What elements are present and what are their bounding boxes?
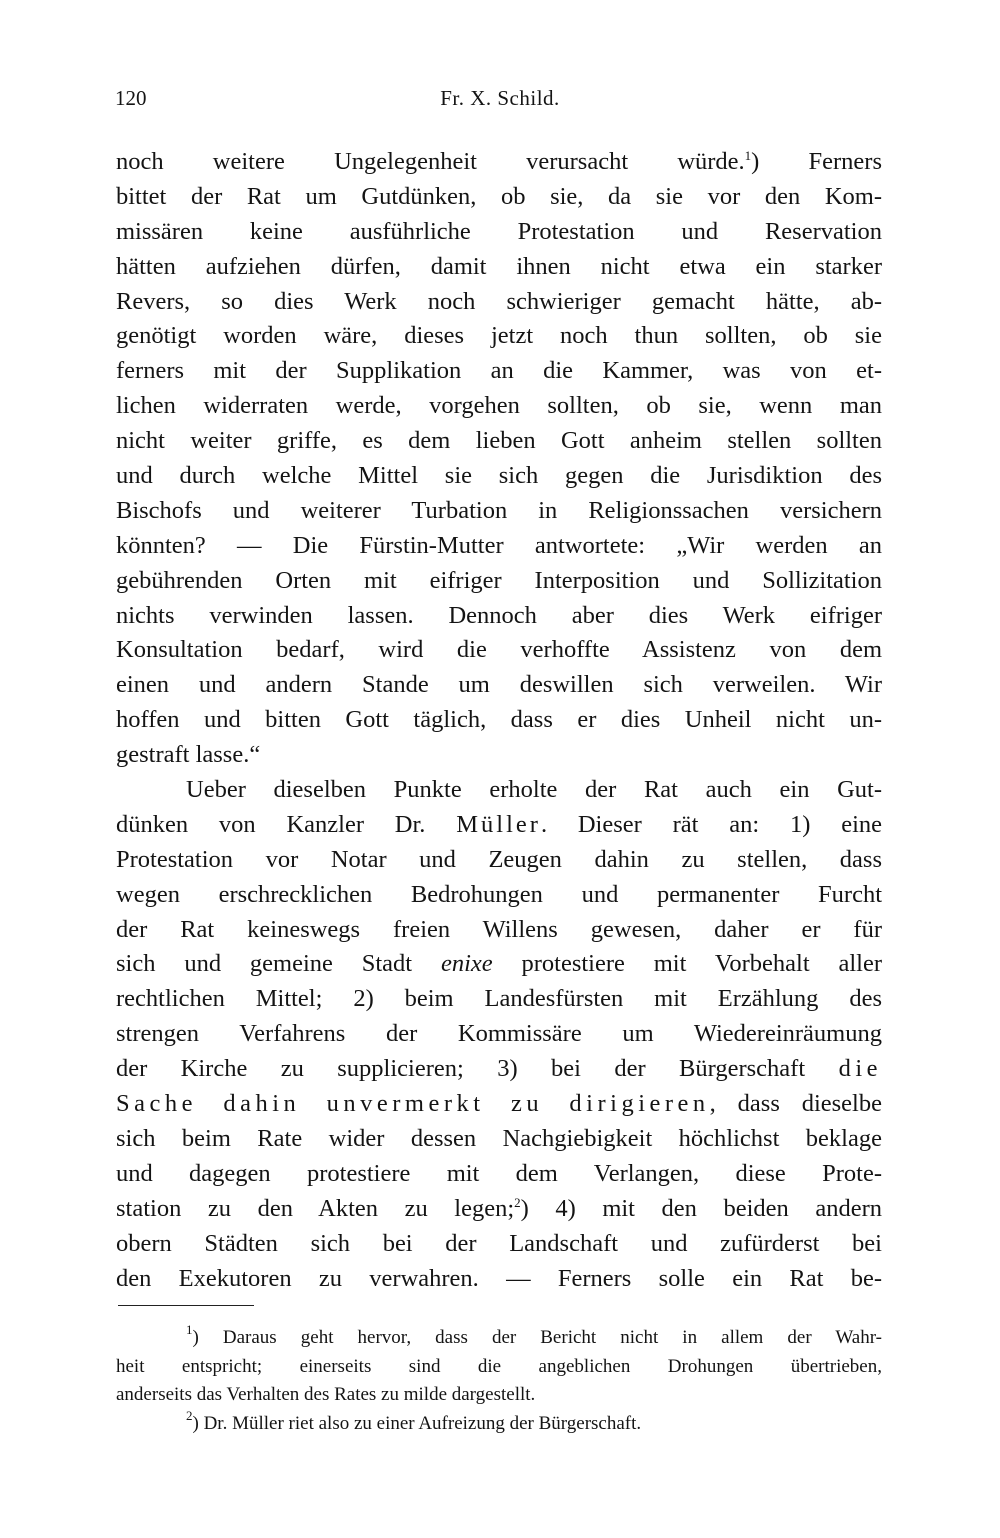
text-line: Protestation vor Notar und Zeugen dahin zu stellen, dass: [116, 845, 882, 873]
text-line: genötigt worden wäre, dieses jetzt noch thun sollten, ob sie: [116, 322, 882, 350]
footnote-rule: [118, 1305, 254, 1306]
text-line: gebührenden Orten mit eifriger Interposition und Sollizitation: [116, 566, 882, 594]
text-line: noch weitere Ungelegenheit verursacht würde.$^1$) Ferners: [116, 148, 882, 175]
text-line: Revers, so dies Werk noch schwieriger gemacht hätte, ab-: [116, 287, 882, 315]
page-number: 120: [115, 86, 147, 110]
text-line: und durch welche Mittel sie sich gegen die Jurisdiktion des: [116, 462, 882, 490]
spaced-emphasis: Sache dahin unvermerkt zu dirigieren: [116, 1090, 710, 1118]
text-line: gestraft lasse.“: [116, 741, 261, 769]
text-line: hoffen und bitten Gott täglich, dass er dies Unheil nicht un-: [116, 706, 882, 734]
footnote-line: $^2$) Dr. Müller riet also zu einer Aufreizung der Bürgerschaft.: [186, 1407, 642, 1434]
footnote-line: $^1$) Daraus geht hervor, dass der Bericht nicht in allem der Wahr-: [186, 1322, 882, 1348]
page-header: [0, 86, 1000, 118]
text-line: Konsultation bedarf, wird die verhoffte Assistenz von dem: [116, 636, 882, 664]
text-line: der Kirche zu supplicieren; 3) bei der Bürgerschaft die: [116, 1055, 882, 1083]
text-line: ferners mit der Supplikation an die Kammer, was von et-: [116, 357, 882, 385]
text-line: lichen widerraten werde, vorgehen sollten, ob sie, wenn man: [116, 392, 882, 420]
text-line: könnten? — Die Fürstin-Mutter antwortete: „Wir werden an: [116, 531, 882, 559]
text-line: rechtlichen Mittel; 2) beim Landesfürsten mit Erzählung des: [116, 985, 882, 1013]
text-line: wegen erschrecklichen Bedrohungen und permanenter Furcht: [116, 880, 882, 908]
text-line: einen und andern Stande um deswillen sich verweilen. Wir: [116, 671, 882, 699]
text-line: den Exekutoren zu verwahren. — Ferners solle ein Rat be-: [116, 1264, 882, 1292]
text-line: Bischofs und weiterer Turbation in Religionssachen versichern: [116, 496, 882, 524]
text-line: und dagegen protestiere mit dem Verlangen, diese Prote-: [116, 1159, 882, 1187]
text-line: sich und gemeine Stadt enixe protestiere mit Vorbehalt aller: [116, 950, 882, 978]
text-line: Sache dahin unvermerkt zu dirigieren, dass dieselbe: [116, 1090, 882, 1118]
footnote-ref: 2: [514, 1194, 521, 1210]
footnote-marker: 1: [186, 1322, 193, 1337]
text-line: sich beim Rate wider dessen Nachgiebigkeit höchlichst beklage: [116, 1124, 882, 1152]
footnote-ref: 1: [744, 148, 752, 163]
text-line: obern Städten sich bei der Landschaft und zufürderst bei: [116, 1229, 882, 1257]
text-line: der Rat keineswegs freien Willens gewesen, daher er für: [116, 915, 882, 943]
italic-term: enixe: [440, 950, 493, 978]
spaced-emphasis: die: [838, 1055, 882, 1083]
footnote-line: anderseits das Verhalten des Rates zu milde dargestellt.: [116, 1384, 536, 1405]
text-line: station zu den Akten zu legen;$^2$) 4) mit den beiden andern: [116, 1194, 883, 1222]
text-line: nicht weiter griffe, es dem lieben Gott anheim stellen sollten: [116, 427, 882, 455]
text-line: strengen Verfahrens der Kommissäre um Wiedereinräumung: [116, 1020, 882, 1048]
text-line: hätten aufziehen dürfen, damit ihnen nicht etwa ein starker: [116, 252, 882, 280]
footnotes: [116, 1324, 882, 1438]
text-line: nichts verwinden lassen. Dennoch aber dies Werk eifriger: [116, 601, 882, 629]
text-line: bittet der Rat um Gutdünken, ob sie, da sie vor den Kom-: [116, 182, 882, 210]
spaced-name: Müller: [456, 810, 541, 838]
footnote-line: heit entspricht; einerseits sind die angeblichen Drohungen übertrieben,: [116, 1355, 882, 1377]
text-line: Ueber dieselben Punkte erholte der Rat auch ein Gut-: [186, 776, 882, 804]
text-line: dünken von Kanzler Dr. Müller. Dieser rät an: 1) eine: [116, 810, 882, 838]
body-text: [116, 145, 882, 1296]
running-title: Fr. X. Schild.: [440, 86, 560, 110]
footnote-marker: 2: [186, 1407, 193, 1423]
text-line: missären keine ausführliche Protestation und Reservation: [116, 217, 882, 245]
